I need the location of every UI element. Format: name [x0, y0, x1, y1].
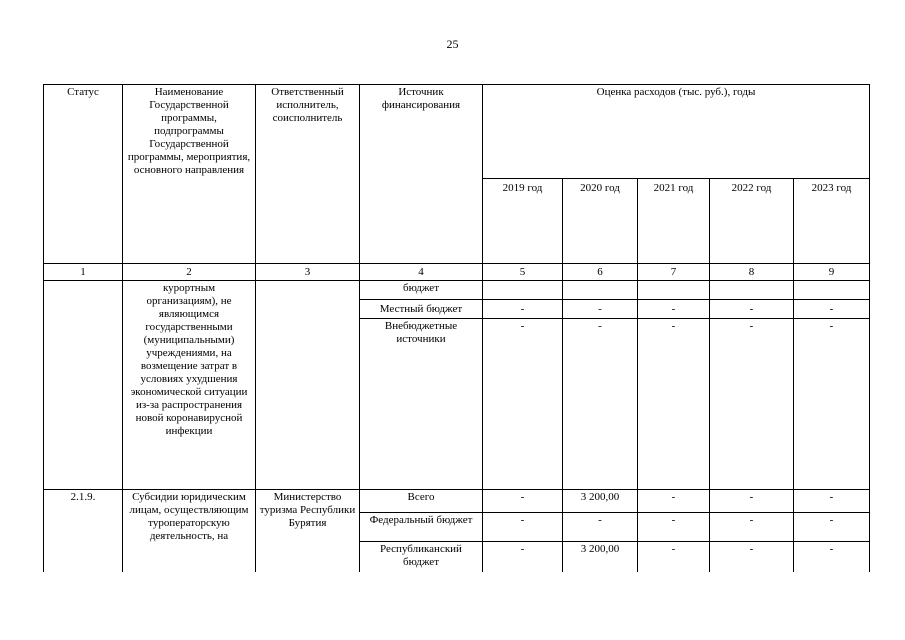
source-cell: Федеральный бюджет — [360, 513, 483, 542]
table-row — [44, 490, 870, 513]
value-cell: - — [638, 300, 710, 319]
status-cell: 2.1.9. — [44, 490, 123, 573]
value-cell: - — [710, 513, 794, 542]
value-cell — [483, 281, 563, 300]
value-cell: - — [794, 513, 870, 542]
value-cell: 3 200,00 — [563, 542, 638, 573]
column-number: 4 — [360, 264, 483, 281]
value-cell — [710, 281, 794, 300]
value-cell: - — [483, 542, 563, 573]
value-cell: - — [794, 319, 870, 490]
value-cell — [563, 281, 638, 300]
page-number: 25 — [446, 37, 459, 51]
value-cell: - — [638, 490, 710, 513]
value-cell: - — [638, 542, 710, 573]
value-cell: - — [710, 490, 794, 513]
header-year: 2020 год — [563, 179, 638, 264]
header-status: Статус — [44, 85, 123, 264]
header-year: 2019 год — [483, 179, 563, 264]
header-estimate: Оценка расходов (тыс. руб.), годы — [483, 85, 870, 179]
value-cell: - — [710, 300, 794, 319]
value-cell: 3 200,00 — [563, 490, 638, 513]
column-number: 9 — [794, 264, 870, 281]
column-number: 5 — [483, 264, 563, 281]
executor-cell — [256, 281, 360, 490]
value-cell: - — [483, 490, 563, 513]
value-cell: - — [710, 319, 794, 490]
header-year: 2021 год — [638, 179, 710, 264]
budget-table — [43, 84, 870, 572]
column-number: 2 — [123, 264, 256, 281]
value-cell — [794, 281, 870, 300]
header-source: Источник финансирования — [360, 85, 483, 264]
value-cell: - — [483, 300, 563, 319]
source-cell: Республиканский бюджет — [360, 542, 483, 573]
value-cell: - — [483, 319, 563, 490]
value-cell: - — [638, 319, 710, 490]
column-number: 1 — [44, 264, 123, 281]
header-year: 2022 год — [710, 179, 794, 264]
source-cell: Местный бюджет — [360, 300, 483, 319]
value-cell — [638, 281, 710, 300]
column-number: 8 — [710, 264, 794, 281]
column-number: 3 — [256, 264, 360, 281]
header-executor: Ответственный исполнитель, соисполнитель — [256, 85, 360, 264]
value-cell: - — [563, 300, 638, 319]
value-cell: - — [794, 490, 870, 513]
value-cell: - — [710, 542, 794, 573]
header-name: Наименование Государственной программы, подпрограммы Государственной программы, мероприятия, основного направления — [123, 85, 256, 264]
source-cell: Внебюджетные источники — [360, 319, 483, 490]
value-cell: - — [483, 513, 563, 542]
source-cell: Всего — [360, 490, 483, 513]
header-year: 2023 год — [794, 179, 870, 264]
column-number: 6 — [563, 264, 638, 281]
value-cell: - — [638, 513, 710, 542]
source-cell: бюджет — [360, 281, 483, 300]
status-cell — [44, 281, 123, 490]
value-cell: - — [794, 542, 870, 573]
value-cell: - — [563, 319, 638, 490]
value-cell: - — [794, 300, 870, 319]
column-number: 7 — [638, 264, 710, 281]
table-row — [44, 281, 870, 300]
executor-cell: Министерство туризма Республики Бурятия — [256, 490, 360, 573]
measure-name-cell: курортным организациям), не являющимся государственными (муниципальными) учреждениями, на возмещение затрат в условиях ухудшения экономической ситуации из-за распространения новой коронавирусной инфекции — [123, 281, 256, 490]
measure-name-cell: Субсидии юридическим лицам, осуществляющим туроператорскую деятельность, на — [123, 490, 256, 573]
value-cell: - — [563, 513, 638, 542]
